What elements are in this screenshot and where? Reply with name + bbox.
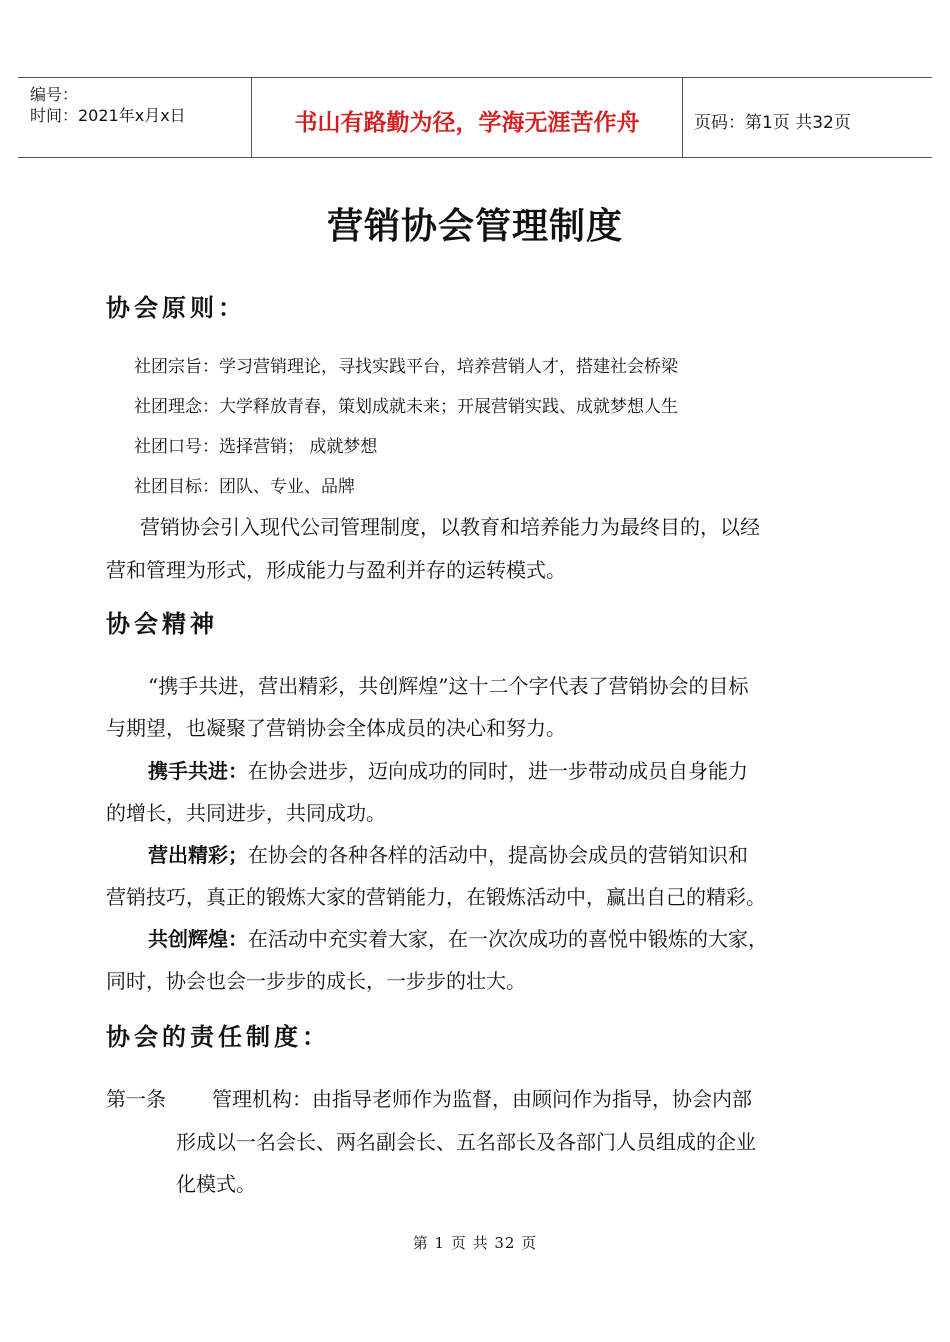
- spirit-item-text: 在协会的各种各样的活动中，提高协会成员的营销知识和: [248, 843, 748, 867]
- intro-paragraph-line: 营销协会引入现代公司管理制度，以教育和培养能力为最终目的，以经: [140, 515, 760, 539]
- principle-slogan: 社团口号：选择营销； 成就梦想: [134, 437, 378, 457]
- number-label: 编号：: [30, 85, 79, 104]
- spirit-item-line: 的增长，共同进步，共同成功。: [106, 801, 386, 825]
- page-footer: 第 1 页 共 32 页: [412, 1234, 538, 1252]
- intro-paragraph-line: 营和管理为形式，形成能力与盈利并存的运转模式。: [106, 558, 566, 582]
- header-page-info: 页码：第1页 共32页: [694, 113, 851, 133]
- article-line: 管理机构：由指导老师作为监督，由顾问作为指导，协会内部: [212, 1087, 752, 1111]
- spirit-item-line: [148, 755, 748, 784]
- spirit-item-line: 营销技巧，真正的锻炼大家的营销能力，在锻炼活动中，赢出自己的精彩。: [106, 885, 766, 909]
- header-divider: [251, 78, 252, 157]
- section-heading-responsibility: 协会的责任制度：: [106, 1023, 330, 1051]
- principle-purpose: 社团宗旨：学习营销理论，寻找实践平台，培养营销人才，搭建社会桥梁: [134, 357, 678, 377]
- section-heading-spirit: 协会精神: [106, 610, 218, 638]
- time-label: 时间：2021年x月x日: [30, 106, 186, 125]
- spirit-item-text: 在协会进步，迈向成功的同时，进一步带动成员自身能力: [248, 759, 748, 783]
- spirit-item-line: [148, 923, 768, 952]
- section-heading-principles: 协会原则：: [106, 294, 246, 322]
- header-divider: [682, 78, 683, 157]
- document-title: 营销协会管理制度: [326, 205, 623, 247]
- header-meta: [30, 84, 186, 126]
- spirit-item-label: 营出精彩；: [148, 843, 248, 867]
- spirit-item-label: 携手共进：: [148, 759, 248, 783]
- spirit-quote-line: 与期望，也凝聚了营销协会全体成员的决心和努力。: [106, 716, 566, 740]
- spirit-item-text: 在活动中充实着大家，在一次次成功的喜悦中锻炼的大家，: [248, 927, 768, 951]
- header-motto: 书山有路勤为径，学海无涯苦作舟: [294, 110, 640, 136]
- principle-goal: 社团目标：团队、专业、品牌: [134, 477, 355, 497]
- header-table: [18, 77, 932, 158]
- article-line: 形成以一名会长、两名副会长、五名部长及各部门人员组成的企业: [176, 1130, 756, 1154]
- spirit-quote-line: “携手共进，营出精彩，共创辉煌”这十二个字代表了营销协会的目标: [148, 674, 749, 698]
- article-number: 第一条: [106, 1087, 166, 1111]
- article-line: 化模式。: [176, 1172, 256, 1196]
- spirit-item-line: [148, 839, 748, 868]
- spirit-item-line: 同时，协会也会一步步的成长，一步步的壮大。: [106, 969, 526, 993]
- spirit-item-label: 共创辉煌：: [148, 927, 248, 951]
- principle-concept: 社团理念：大学释放青春，策划成就未来；开展营销实践、成就梦想人生: [134, 397, 678, 417]
